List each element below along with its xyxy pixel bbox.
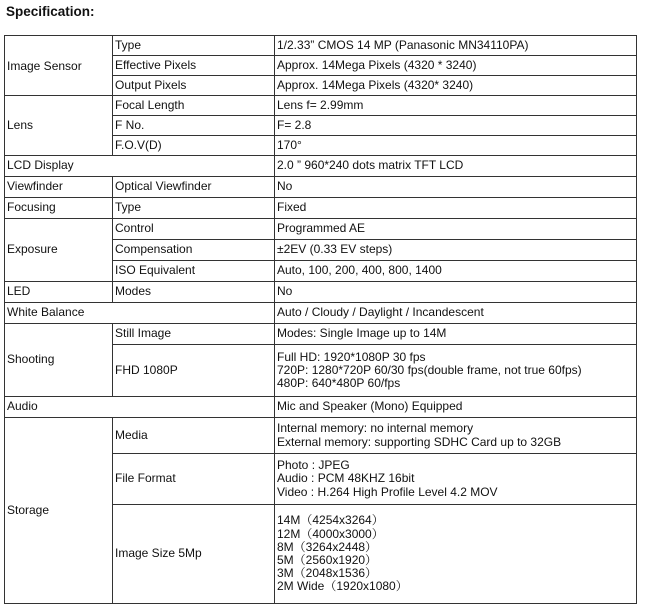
spec-label: Effective Pixels [113, 56, 275, 76]
spec-label: Output Pixels [113, 76, 275, 96]
spec-label: Control [113, 219, 275, 240]
spec-value: Lens f= 2.99mm [275, 96, 637, 116]
page-title: Specification: [6, 4, 95, 19]
value-line: Internal memory: no internal memory [277, 421, 474, 436]
spec-label: FHD 1080P [113, 345, 275, 397]
table-row [5, 36, 637, 56]
spec-value: Approx. 14Mega Pixels (4320* 3240) [275, 76, 637, 96]
group-audio: Audio [5, 397, 275, 418]
specification-table [4, 35, 637, 604]
group-led: LED [5, 282, 113, 303]
spec-label: File Format [113, 454, 275, 505]
group-image-sensor: Image Sensor [5, 36, 113, 96]
spec-value: Modes: Single Image up to 14M [275, 324, 637, 345]
spec-value: 1/2.33” CMOS 14 MP (Panasonic MN34110PA) [275, 36, 637, 56]
value-line: 480P: 640*480P 60/fps [277, 376, 401, 391]
table-row [5, 397, 637, 418]
value-line: 3M（2048x1536） [277, 566, 378, 581]
group-lcd-display: LCD Display [5, 156, 275, 177]
group-storage: Storage [5, 418, 113, 604]
value-line: 5M（2560x1920） [277, 553, 378, 567]
spec-label: Type [113, 198, 275, 219]
group-shooting: Shooting [5, 324, 113, 397]
table-row [5, 96, 637, 116]
table-row [5, 418, 637, 454]
group-lens: Lens [5, 96, 113, 156]
spec-label: Image Size 5Mp [113, 505, 275, 604]
spec-value: 2.0 ” 960*240 dots matrix TFT LCD [275, 156, 637, 177]
value-line: Video : H.264 High Profile Level 4.2 MOV [277, 484, 498, 499]
table-row [5, 324, 637, 345]
table-row [5, 303, 637, 324]
table-row [5, 177, 637, 198]
spec-value [275, 418, 637, 454]
group-exposure: Exposure [5, 219, 113, 282]
value-line: Photo : JPEG [277, 458, 350, 473]
spec-label: F.O.V(D) [113, 136, 275, 156]
value-line: External memory: supporting SDHC Card up to 32GB [277, 434, 562, 449]
spec-value: Mic and Speaker (Mono) Equipped [275, 397, 637, 418]
value-line: Full HD: 1920*1080P 30 fps [277, 349, 426, 364]
spec-label: Modes [113, 282, 275, 303]
table-row [5, 219, 637, 240]
value-line: Audio : PCM 48KHZ 16bit [277, 471, 415, 486]
spec-value: Fixed [275, 198, 637, 219]
group-viewfinder: Viewfinder [5, 177, 113, 198]
spec-value [275, 345, 637, 397]
spec-value: 170° [275, 136, 637, 156]
table-row [5, 198, 637, 219]
spec-value: No [275, 282, 637, 303]
value-line: 14M（4254x3264） [277, 513, 384, 528]
group-white-balance: White Balance [5, 303, 275, 324]
value-line: 12M（4000x3000） [277, 526, 384, 541]
spec-value: Approx. 14Mega Pixels (4320 * 3240) [275, 56, 637, 76]
spec-label: ISO Equivalent [113, 261, 275, 282]
spec-label: Focal Length [113, 96, 275, 116]
table-row [5, 282, 637, 303]
spec-label: Still Image [113, 324, 275, 345]
value-line: 2M Wide（1920x1080） [277, 579, 408, 594]
spec-value: F= 2.8 [275, 116, 637, 136]
group-focusing: Focusing [5, 198, 113, 219]
spec-label: Optical Viewfinder [113, 177, 275, 198]
spec-value [275, 454, 637, 505]
spec-value: Auto, 100, 200, 400, 800, 1400 [275, 261, 637, 282]
spec-value: No [275, 177, 637, 198]
spec-value: ±2EV (0.33 EV steps) [275, 240, 637, 261]
value-line: 8M（3264x2448） [277, 539, 378, 554]
value-line: 720P: 1280*720P 60/30 fps(double frame, not true 60fps) [277, 362, 582, 377]
spec-value [275, 505, 637, 604]
spec-label: Type [113, 36, 275, 56]
spec-label: Compensation [113, 240, 275, 261]
spec-value: Programmed AE [275, 219, 637, 240]
spec-label: Media [113, 418, 275, 454]
spec-value: Auto / Cloudy / Daylight / Incandescent [275, 303, 637, 324]
table-row [5, 156, 637, 177]
spec-label: F No. [113, 116, 275, 136]
